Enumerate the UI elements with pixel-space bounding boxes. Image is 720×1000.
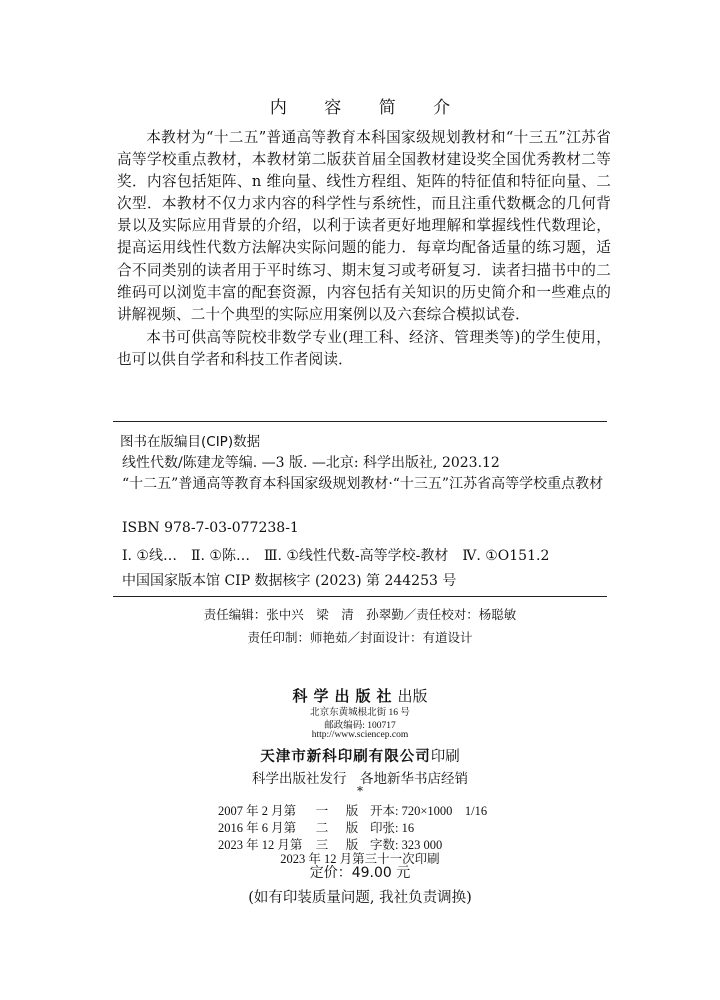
- publisher-line: [0, 685, 720, 706]
- edition-date: 2007 年 2 月第: [218, 804, 297, 818]
- quality-notice: (如有印装质量问题, 我社负责调换): [248, 890, 472, 906]
- printer-suffix: 印刷: [430, 749, 460, 765]
- edition-date: 2023 年 12 月第: [218, 838, 303, 852]
- distribution: 科学出版社发行 各地新华书店经销: [252, 771, 468, 787]
- cip-top-rule: [113, 421, 607, 422]
- edition-label: 版: [345, 838, 359, 852]
- edition-number: 二: [315, 821, 329, 835]
- separator-star: *: [357, 784, 363, 798]
- edition-number: 一: [315, 804, 329, 818]
- cover-designer: 有道设计: [422, 630, 473, 645]
- cip-verification: 中国国家版本馆 CIP 数据核字 (2023) 第 244253 号: [122, 573, 457, 589]
- edition-label: 版: [345, 821, 359, 835]
- edition-row: [218, 801, 487, 819]
- printing-count: 2023 年 12 月第三十一次印刷: [280, 852, 440, 866]
- cip-classification: Ⅰ. ①线… Ⅱ. ①陈… Ⅲ. ①线性代数-高等学校-教材 Ⅳ. ①O151.2: [122, 548, 550, 564]
- publisher-postcode: 邮政编码: 100717: [324, 721, 396, 731]
- publisher-address: 北京东黄城根北街 16 号: [310, 708, 410, 718]
- page-title: 内 容 简 介: [269, 98, 467, 118]
- printer-line: [0, 745, 720, 766]
- cip-bottom-rule: [113, 596, 607, 597]
- printer-name: 天津市新科印刷有限公司: [260, 748, 431, 765]
- edition-info: 字数: 323 000: [370, 838, 443, 852]
- print-supervisor: 师艳茹: [309, 630, 348, 645]
- cover-design-label: ／封面设计：: [347, 630, 423, 645]
- proofreader: 杨聪敏: [478, 607, 517, 622]
- intro-paragraph-2: 本书可供高等院校非数学专业(理工科、经济、管理类等)的学生使用，也可以供自学者和科技工作者阅读．: [117, 328, 611, 368]
- cip-record: 线性代数/陈建龙等编. —3 版. —北京: 科学出版社, 2023.12: [122, 455, 500, 471]
- edition-date: 2016 年 6 月第: [218, 821, 297, 835]
- cip-isbn: ISBN 978-7-03-077238-1: [122, 520, 299, 536]
- credits-line-1: [0, 605, 720, 623]
- price: 定价：49.00 元: [309, 865, 411, 881]
- edition-info: 开本: 720×1000 1/16: [370, 804, 488, 818]
- intro-paragraph-1: 本教材为“十二五”普通高等教育本科国家级规划教材和“十三五”江苏省高等学校重点教材，本教材第二版获首届全国教材建设奖全国优秀教材二等奖．内容包括矩阵、n 维向量、线性方程组、矩阵的特征值和特征向量、二次型．本教材不仅力求内容的科学性与系统性，而且注重代数概念的几何背景以及实际应用背景的介绍，以利于读者更好地理解和掌握线性代数理论，提高运用线性代数方法解决实际问题的能力．每章均配备适量的练习题，适合不同类别的读者用于平时练习、期末复习或考研复习．读者扫描书中的二维码可以浏览丰富的配套资源，内容包括有关知识的历史简介和一些难点的讲解视频、二十个典型的实际应用案例以及六套综合模拟试卷．: [117, 129, 611, 323]
- cip-series: “十二五”普通高等教育本科国家级规划教材·“十三五”江苏省高等学校重点教材: [122, 476, 604, 492]
- introduction: [117, 127, 611, 371]
- editors: 张中兴 梁 清 孙翠勤: [266, 607, 404, 622]
- proofreader-label: ／责任校对：: [403, 607, 479, 622]
- edition-label: 版: [345, 804, 359, 818]
- edition-row: [218, 818, 414, 836]
- print-supervisor-label: 责任印制：: [247, 630, 310, 645]
- publisher-logo-text: 科学出版社: [292, 687, 398, 705]
- publisher-url: http://www.sciencep.com: [311, 730, 409, 740]
- edition-number: 三: [315, 838, 329, 852]
- edition-info: 印张: 16: [370, 821, 415, 835]
- credits-line-2: [0, 628, 720, 646]
- publisher-suffix: 出版: [397, 687, 428, 705]
- cip-heading: 图书在版编目(CIP)数据: [120, 434, 261, 450]
- editors-label: 责任编辑：: [203, 607, 267, 622]
